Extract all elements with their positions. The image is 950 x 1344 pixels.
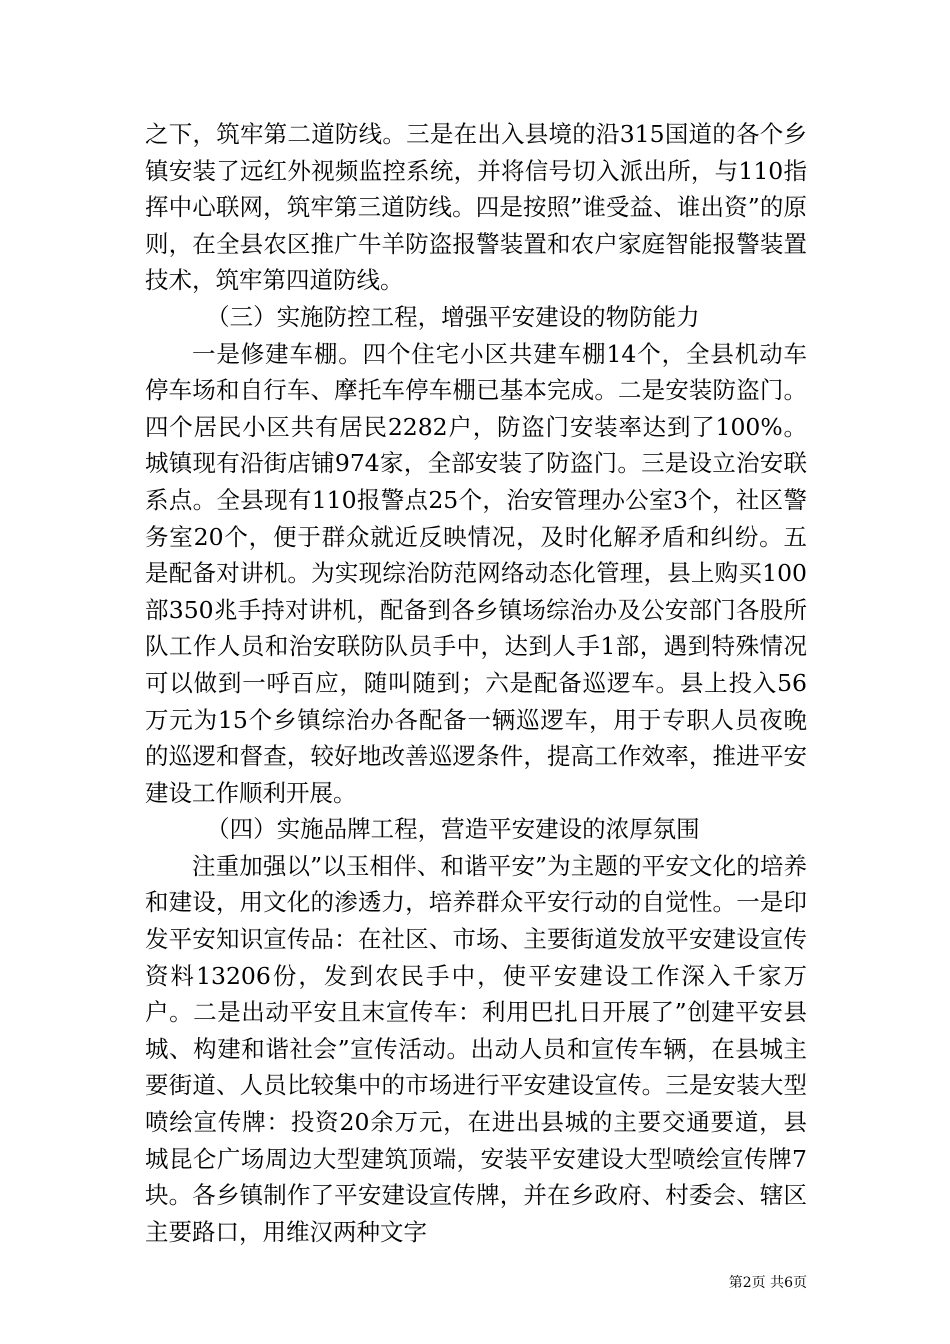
document-body <box>145 116 807 1250</box>
paragraph-continuation: 之下，筑牢第二道防线。三是在出入县境的沿315国道的各个乡镇安装了远红外视频监控系统，并将信号切入派出所，与110指挥中心联网，筑牢第三道防线。四是按照”谁受益、谁出资”的原则，在全县农区推广牛羊防盗报警装置和农户家庭智能报警装置技术，筑牢第四道防线。 <box>145 120 807 295</box>
section-heading-3: （三）实施防控工程，增强平安建设的物防能力 <box>206 302 700 331</box>
page-footer <box>650 1274 807 1292</box>
total-page-number: 6 <box>784 1275 793 1291</box>
paragraph-section-4: 注重加强以”以玉相伴、和谐平安”为主题的平安文化的培养和建设，用文化的渗透力，培养群众平安行动的自觉性。一是印发平安知识宣传品：在社区、市场、主要街道发放平安建设宣传资料13206份，发到农民手中，使平安建设工作深入千家万户。二是出动平安且末宣传车：利用巴扎日开展了”创建平安县城、构建和谐社会”宣传活动。出动人员和宣传车辆，在县城主要街道、人员比较集中的市场进行平安建设宣传。三是安装大型喷绘宣传牌：投资20余万元，在进出县城的主要交通要道，县城昆仑广场周边大型建筑顶端，安装平安建设大型喷绘宣传牌7块。各乡镇制作了平安建设宣传牌，并在乡政府、村委会、辖区主要路口，用维汉两种文字 <box>145 851 807 1246</box>
footer-suffix: 页 <box>793 1275 807 1291</box>
current-page-number: 2 <box>742 1275 752 1291</box>
paragraph-section-3: 一是修建车棚。四个住宅小区共建车棚14个，全县机动车停车场和自行车、摩托车停车棚已基本完成。二是安装防盗门。四个居民小区共有居民2282户，防盗门安装率达到了100%。城镇现有沿街店铺974家，全部安装了防盗门。三是设立治安联系点。全县现有110报警点25个，治安管理办公室3个，社区警务室20个，便于群众就近反映情况，及时化解矛盾和纠纷。五是配备对讲机。为实现综治防范网络动态化管理，县上购买100部350兆手持对讲机，配备到各乡镇场综治办及公安部门各股所队工作人员和治安联防队员手中，达到人手1部，遇到特殊情况可以做到一呼百应，随叫随到；六是配备巡逻车。县上投入56万元为15个乡镇综治办各配备一辆巡逻车，用于专职人员夜晚的巡逻和督查，较好地改善巡逻条件，提高工作效率，推进平安建设工作顺利开展。 <box>145 339 807 807</box>
section-heading-4: （四）实施品牌工程，营造平安建设的浓厚氛围 <box>206 815 700 844</box>
footer-prefix: 第 <box>728 1275 743 1291</box>
footer-middle: 页 共 <box>751 1275 785 1291</box>
